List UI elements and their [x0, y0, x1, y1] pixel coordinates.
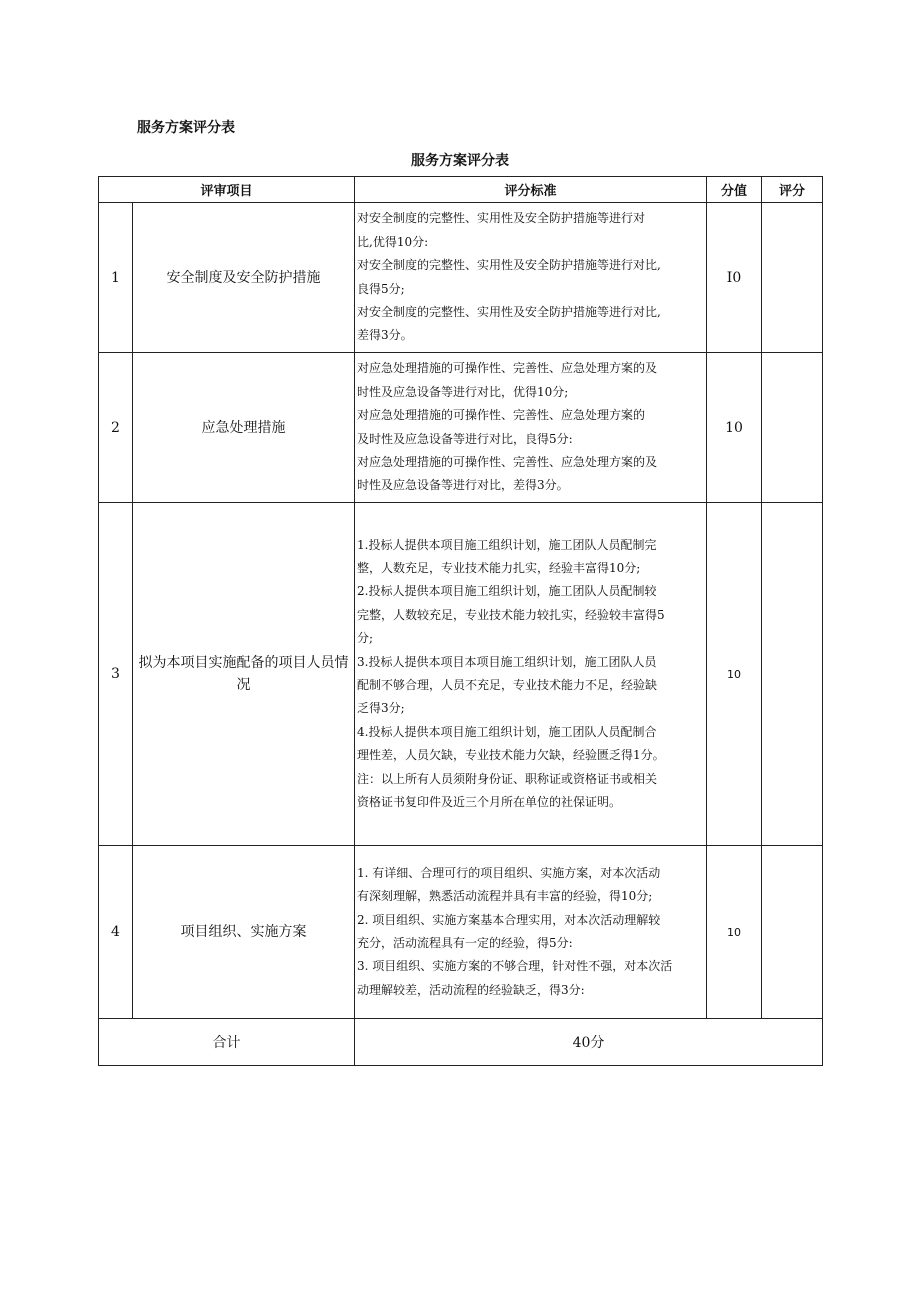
criteria-line: 2.投标人提供本项目施工组织计划，施工团队人员配制较 完整，人数较充足，专业技术能力较扎实，经验较丰富得5 分;: [357, 584, 665, 646]
criteria-line: 对安全制度的完整性、实用性及安全防护措施等进行对比, 差得3分。: [357, 304, 661, 343]
criteria-line: 3.投标人提供本项目本项目施工组织计划，施工团队人员 配制不够合理，人员不充足，专业技术能力不足，经验缺 乏得3分;: [357, 654, 658, 716]
criteria-cell: [355, 203, 707, 353]
total-label: 合计: [99, 1019, 355, 1066]
total-value: 40分: [355, 1019, 823, 1066]
score-cell[interactable]: [762, 846, 823, 1019]
point-value: 10: [707, 353, 762, 503]
point-value: 10: [707, 503, 762, 846]
table-row: [99, 503, 823, 846]
criteria-line: 4.投标人提供本项目施工组织计划，施工团队人员配制合 理性差，人员欠缺，专业技术能力欠缺，经验匮乏得1分。: [357, 724, 665, 763]
total-row: [99, 1019, 823, 1066]
review-item: 应急处理措施: [133, 353, 355, 503]
criteria-cell: [355, 353, 707, 503]
table-title: 服务方案评分表: [411, 153, 509, 169]
criteria-line: 对应急处理措施的可操作性、完善性、应急处理方案的及 时性及应急设备等进行对比，优得10分;: [357, 361, 658, 399]
criteria-line: 注：以上所有人员须附身份证、职称证或资格证书或相关 资格证书复印件及近三个月所在单位的社保证明。: [357, 771, 658, 810]
section-heading: 服务方案评分表: [137, 120, 235, 136]
point-value: I0: [707, 203, 762, 353]
review-item: 项目组织、实施方案: [133, 846, 355, 1019]
review-item: 安全制度及安全防护措施: [133, 203, 355, 353]
criteria-line: 对应急处理措施的可操作性、完善性、应急处理方案的 及时性及应急设备等进行对比，良得5分:: [357, 408, 646, 446]
header-score: 评分: [762, 177, 823, 203]
criteria-cell: [355, 846, 707, 1019]
header-criteria: 评分标准: [355, 177, 707, 203]
row-number: 3: [99, 503, 133, 846]
criteria-line: 3. 项目组织、实施方案的不够合理，针对性不强，对本次活 动理解较差，活动流程的经验缺乏，得3分:: [357, 959, 673, 997]
score-cell[interactable]: [762, 353, 823, 503]
score-cell[interactable]: [762, 503, 823, 846]
table-row: [99, 353, 823, 503]
row-number: 1: [99, 203, 133, 353]
criteria-line: 对应急处理措施的可操作性、完善性、应急处理方案的及 时性及应急设备等进行对比，差得3分。: [357, 454, 658, 493]
criteria-cell: [355, 503, 707, 846]
criteria-line: 对安全制度的完整性、实用性及安全防护措施等进行对比, 良得5分;: [357, 258, 661, 296]
score-cell[interactable]: [762, 203, 823, 353]
header-item: 评审项目: [99, 177, 355, 203]
header-value: 分值: [707, 177, 762, 203]
criteria-line: 1.投标人提供本项目施工组织计划，施工团队人员配制完 整，人数充足，专业技术能力扎实，经验丰富得10分;: [357, 537, 657, 575]
criteria-line: 2. 项目组织、实施方案基本合理实用，对本次活动理解较 充分，活动流程具有一定的经验，得5分:: [357, 912, 661, 950]
review-item: 拟为本项目实施配备的项目人员情况: [133, 503, 355, 846]
table-row: [99, 203, 823, 353]
header-row: [99, 177, 823, 203]
scoring-table: [98, 176, 823, 1066]
criteria-line: 1. 有详细、合理可行的项目组织、实施方案，对本次活动 有深刻理解，熟悉活动流程并具有丰富的经验，得10分;: [357, 865, 661, 904]
point-value: 10: [707, 846, 762, 1019]
table-row: [99, 846, 823, 1019]
row-number: 4: [99, 846, 133, 1019]
criteria-line: 对安全制度的完整性、实用性及安全防护措施等进行对 比,优得10分:: [357, 211, 646, 249]
row-number: 2: [99, 353, 133, 503]
